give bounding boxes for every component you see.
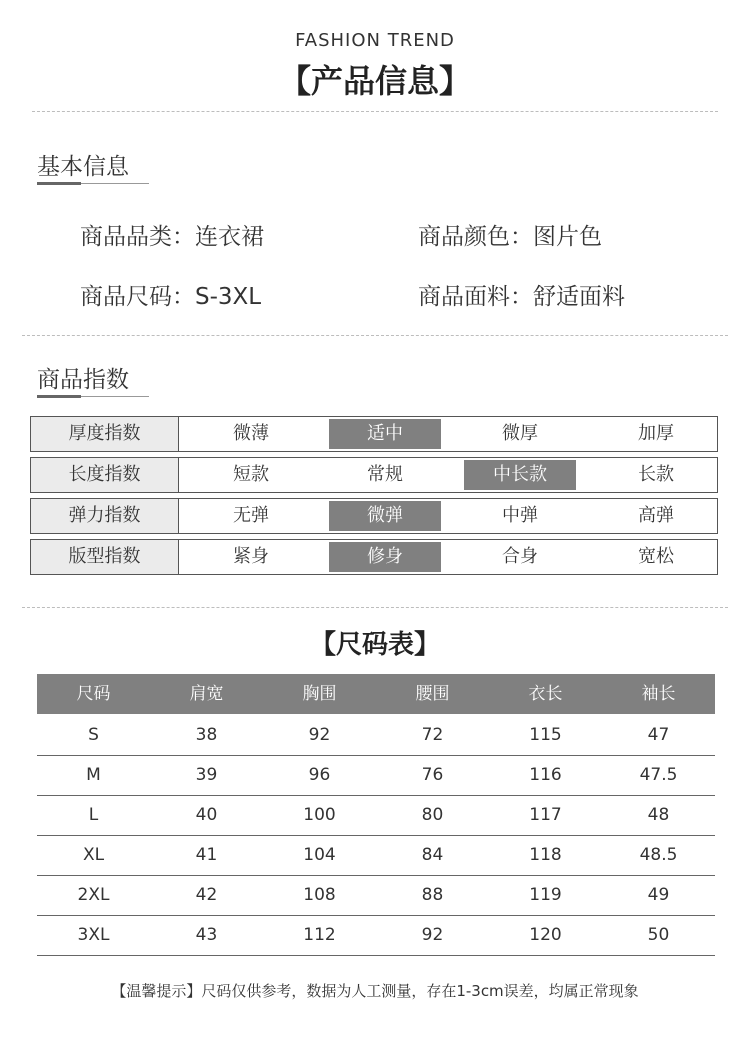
index-row — [30, 457, 718, 493]
table-cell: 39 — [195, 765, 218, 785]
table-cell: 100 — [303, 805, 336, 825]
size-table-header — [37, 674, 715, 714]
index-option: 常规 — [367, 464, 403, 485]
index-option-selected: 修身 — [329, 542, 441, 572]
info-value: 图片色 — [533, 224, 602, 250]
index-option: 微薄 — [233, 423, 269, 444]
divider — [32, 111, 718, 112]
table-cell: XL — [82, 845, 105, 865]
section-underline-accent — [37, 182, 81, 185]
index-option: 无弹 — [233, 505, 269, 526]
table-row — [37, 795, 715, 836]
table-cell: 84 — [421, 845, 444, 865]
index-option: 高弹 — [638, 505, 674, 526]
info-size — [80, 278, 261, 311]
index-option: 合身 — [502, 546, 538, 567]
table-cell: 47.5 — [639, 765, 678, 785]
info-value: S-3XL — [195, 284, 262, 310]
table-cell: 92 — [308, 725, 331, 745]
table-cell: 43 — [195, 925, 218, 945]
table-cell: 80 — [421, 805, 444, 825]
index-option: 中弹 — [502, 505, 538, 526]
index-option: 微厚 — [502, 423, 538, 444]
table-cell: 48 — [647, 805, 670, 825]
table-header-cell: 肩宽 — [189, 684, 224, 704]
index-option: 紧身 — [233, 546, 269, 567]
table-cell: L — [88, 805, 99, 825]
table-cell: 104 — [303, 845, 336, 865]
divider — [22, 607, 728, 608]
info-value: 连衣裙 — [195, 224, 264, 250]
info-value: 舒适面料 — [533, 284, 625, 310]
table-cell: 92 — [421, 925, 444, 945]
table-cell: 115 — [529, 725, 562, 745]
table-cell: 50 — [647, 925, 670, 945]
index-row-label: 版型指数 — [31, 540, 179, 574]
index-option-selected: 适中 — [329, 419, 441, 449]
table-cell: 41 — [195, 845, 218, 865]
product-index-section-title: 商品指数 — [37, 367, 129, 393]
table-cell: S — [88, 725, 99, 745]
section-underline-accent — [37, 395, 81, 398]
size-note: 【温馨提示】尺码仅供参考，数据为人工测量，存在1-3cm误差，均属正常现象 — [111, 982, 639, 1000]
info-label: 商品品类： — [80, 224, 195, 250]
divider — [22, 335, 728, 336]
index-row — [30, 539, 718, 575]
table-row — [37, 915, 715, 956]
table-cell: 2XL — [77, 885, 110, 905]
table-cell: 48.5 — [639, 845, 678, 865]
table-row — [37, 875, 715, 916]
table-cell: 88 — [421, 885, 444, 905]
index-option-selected: 微弹 — [329, 501, 441, 531]
table-header-cell: 衣长 — [528, 684, 563, 704]
table-header-cell: 尺码 — [76, 684, 111, 704]
table-header-cell: 腰围 — [415, 684, 450, 704]
index-option: 短款 — [233, 464, 269, 485]
product-info-title: 【产品信息】 — [278, 62, 471, 100]
table-cell: 116 — [529, 765, 562, 785]
index-option: 加厚 — [638, 423, 674, 444]
index-option-selected: 中长款 — [464, 460, 576, 490]
table-cell: 76 — [421, 765, 444, 785]
table-row — [37, 715, 715, 756]
table-cell: 38 — [195, 725, 218, 745]
index-option: 长款 — [638, 464, 674, 485]
table-cell: 118 — [529, 845, 562, 865]
index-row-label: 弹力指数 — [31, 499, 179, 533]
basic-info-section-title: 基本信息 — [37, 154, 129, 180]
index-option: 宽松 — [638, 546, 674, 567]
table-cell: 47 — [647, 725, 670, 745]
info-label: 商品面料： — [418, 284, 533, 310]
table-cell: 72 — [421, 725, 444, 745]
fashion-trend-heading: FASHION TREND — [295, 30, 455, 51]
info-fabric — [418, 278, 625, 311]
info-label: 商品尺码： — [80, 284, 195, 310]
table-cell: 117 — [529, 805, 562, 825]
table-header-cell: 胸围 — [302, 684, 337, 704]
table-header-cell: 袖长 — [641, 684, 676, 704]
table-cell: 120 — [529, 925, 562, 945]
table-cell: 108 — [303, 885, 336, 905]
table-cell: 49 — [647, 885, 670, 905]
table-cell: 3XL — [77, 925, 110, 945]
index-row — [30, 498, 718, 534]
table-cell: 42 — [195, 885, 218, 905]
size-chart-title: 【尺码表】 — [309, 630, 440, 660]
table-row — [37, 755, 715, 796]
index-row — [30, 416, 718, 452]
table-cell: M — [86, 765, 101, 785]
table-row — [37, 835, 715, 876]
table-cell: 119 — [529, 885, 562, 905]
table-cell: 112 — [303, 925, 336, 945]
index-row-label: 厚度指数 — [31, 417, 179, 451]
info-label: 商品颜色： — [418, 224, 533, 250]
table-cell: 40 — [195, 805, 218, 825]
index-row-label: 长度指数 — [31, 458, 179, 492]
table-cell: 96 — [308, 765, 331, 785]
info-color — [418, 218, 602, 251]
info-category — [80, 218, 264, 251]
